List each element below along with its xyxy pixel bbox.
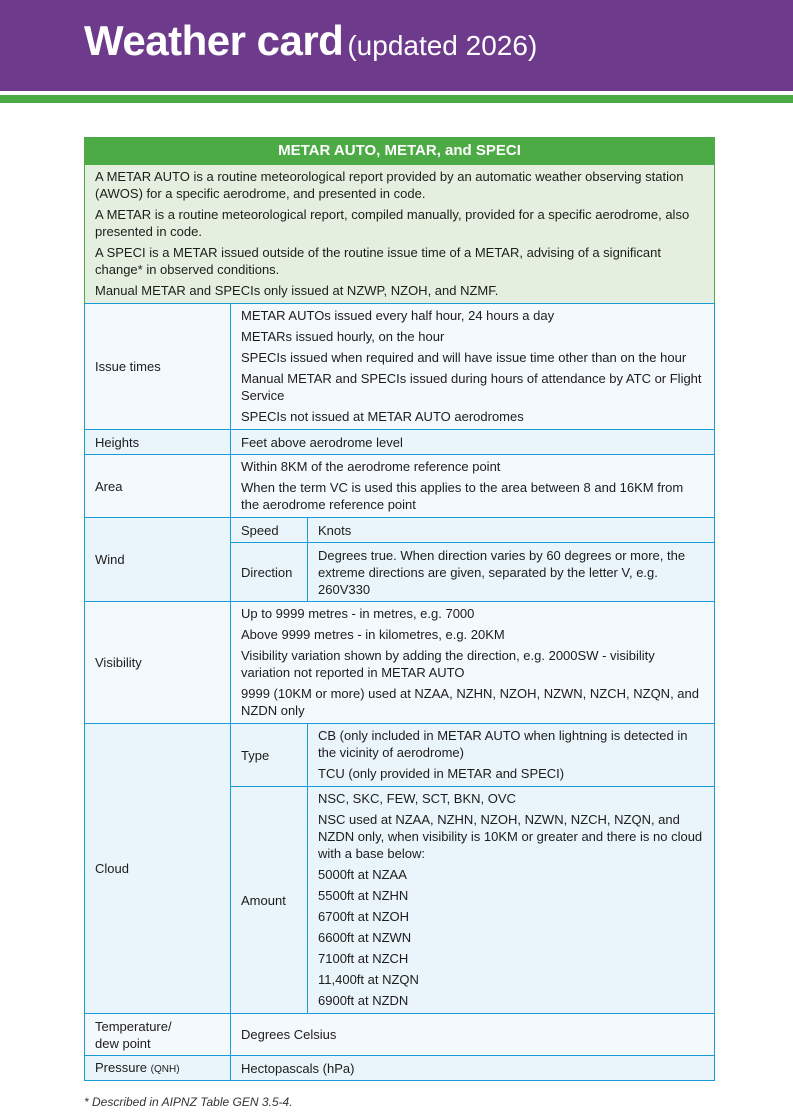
value-line: When the term VC is used this applies to the area between 8 and 16KM from the aerodrome reference point [241, 480, 684, 512]
table-row-temperature [85, 1014, 715, 1056]
row-label-suffix: (QNH) [150, 1063, 180, 1075]
sub-value [308, 787, 715, 1014]
value-line: NSC, SKC, FEW, SCT, BKN, OVC [318, 791, 516, 806]
sub-value [308, 724, 715, 787]
intro-paragraph: Manual METAR and SPECIs only issued at NZWP, NZOH, and NZMF. [95, 283, 499, 298]
table-row-cloud-type [85, 724, 715, 787]
row-value [231, 455, 715, 518]
value-line: 6900ft at NZDN [318, 993, 409, 1008]
table-row-visibility [85, 602, 715, 724]
row-value: Degrees Celsius [231, 1014, 715, 1056]
row-label [85, 1056, 231, 1081]
row-label-text: Pressure [95, 1059, 148, 1075]
intro-paragraph: A METAR is a routine meteorological report, compiled manually, provided for a specific aerodrome, also presented in code. [95, 207, 690, 239]
table-row-area [85, 455, 715, 518]
row-label: Cloud [85, 724, 231, 1014]
footnote: * Described in AIPNZ Table GEN 3.5-4. [84, 1095, 293, 1109]
value-line: 9999 (10KM or more) used at NZAA, NZHN, NZOH, NZWN, NZCH, NZQN, and NZDN only [241, 686, 699, 718]
intro-panel [84, 165, 715, 303]
value-line: TCU (only provided in METAR and SPECI) [318, 766, 565, 781]
card-title: METAR AUTO, METAR, and SPECI [84, 137, 715, 165]
row-label-line: dew point [95, 1035, 151, 1051]
page-title-main: Weather card [84, 17, 344, 64]
value-line: CB (only included in METAR AUTO when lightning is detected in the vicinity of aerodrome) [318, 728, 688, 760]
weather-card [84, 137, 715, 1081]
green-divider [0, 95, 793, 103]
row-value: Hectopascals (hPa) [231, 1056, 715, 1081]
value-line: Manual METAR and SPECIs issued during hours of attendance by ATC or Flight Service [241, 371, 702, 403]
value-line: Above 9999 metres - in kilometres, e.g. 20KM [241, 627, 505, 642]
value-line: 5000ft at NZAA [318, 867, 407, 882]
row-label: Heights [85, 430, 231, 455]
value-line: Up to 9999 metres - in metres, e.g. 7000 [241, 606, 475, 621]
intro-paragraph: A SPECI is a METAR issued outside of the routine issue time of a METAR, advising of a significant change* in observed conditions. [95, 245, 661, 277]
value-line: Within 8KM of the aerodrome reference point [241, 459, 501, 474]
page-title-subtitle: (updated 2026) [347, 30, 538, 61]
row-label: Area [85, 455, 231, 518]
table-row-wind-speed [85, 518, 715, 543]
value-line: Visibility variation shown by adding the direction, e.g. 2000SW - visibility variation not reported in METAR AUTO [241, 648, 655, 680]
value-line: NSC used at NZAA, NZHN, NZOH, NZWN, NZCH, NZQN, and NZDN only, when visibility is 10KM or greater and there is no cloud with a base below: [318, 812, 703, 861]
sub-value: Knots [308, 518, 715, 543]
value-line: METARs issued hourly, on the hour [241, 329, 445, 344]
table-row-heights [85, 430, 715, 455]
row-label: Visibility [85, 602, 231, 724]
value-line: 7100ft at NZCH [318, 951, 409, 966]
value-line: 6700ft at NZOH [318, 909, 410, 924]
page-title [84, 17, 538, 64]
value-line: SPECIs issued when required and will have issue time other than on the hour [241, 350, 687, 365]
sub-label: Type [231, 724, 308, 787]
metar-table [84, 303, 715, 1081]
row-label: Issue times [85, 304, 231, 430]
row-value: Feet above aerodrome level [231, 430, 715, 455]
row-value [231, 304, 715, 430]
sub-label: Amount [231, 787, 308, 1014]
row-label-line: Temperature/ [95, 1018, 172, 1034]
sub-label: Speed [231, 518, 308, 543]
row-value [231, 602, 715, 724]
row-label: Wind [85, 518, 231, 602]
intro-paragraph: A METAR AUTO is a routine meteorological report provided by an automatic weather observing station (AWOS) for a specific aerodrome, and presented in code. [95, 169, 684, 201]
header-banner [0, 0, 793, 91]
value-line: SPECIs not issued at METAR AUTO aerodromes [241, 409, 524, 424]
table-row-pressure [85, 1056, 715, 1081]
sub-value: Degrees true. When direction varies by 60 degrees or more, the extreme directions are given, separated by the letter V, e.g. 260V330 [308, 543, 715, 602]
value-line: 6600ft at NZWN [318, 930, 412, 945]
value-line: METAR AUTOs issued every half hour, 24 hours a day [241, 308, 555, 323]
value-line: 5500ft at NZHN [318, 888, 409, 903]
table-row-issue-times [85, 304, 715, 430]
row-label [85, 1014, 231, 1056]
value-line: 11,400ft at NZQN [318, 972, 419, 987]
sub-label: Direction [231, 543, 308, 602]
